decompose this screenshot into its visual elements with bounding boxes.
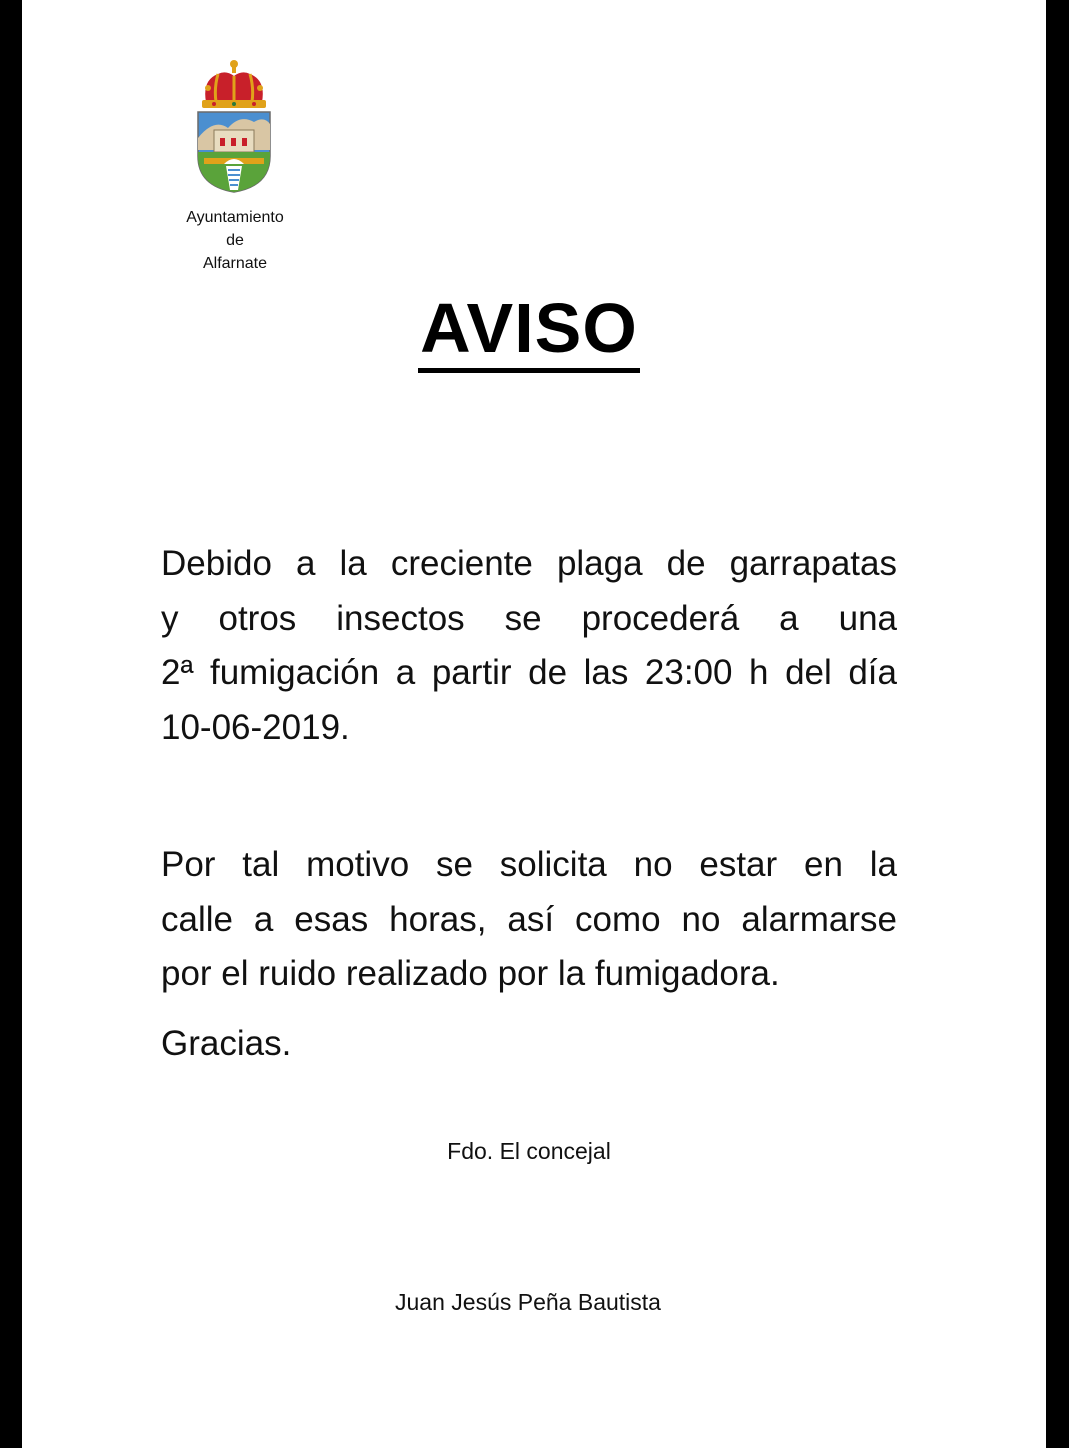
paragraph-2-line-1: Por tal motivo se solicita no estar en la xyxy=(161,845,897,884)
paragraph-2-line-3: por el ruido realizado por la fumigadora. xyxy=(161,954,780,993)
signature-name: Juan Jesús Peña Bautista xyxy=(395,1289,661,1315)
signature-role: Fdo. El concejal xyxy=(447,1138,611,1164)
paragraph-1-line-1: Debido a la creciente plaga de garrapatas xyxy=(161,544,897,583)
org-line-2: de xyxy=(226,232,244,249)
notice-title xyxy=(22,288,1036,373)
municipality-name xyxy=(160,206,310,275)
notice-page xyxy=(22,0,1046,1448)
thanks-text: Gracias. xyxy=(161,1024,292,1063)
coat-of-arms-icon xyxy=(184,58,284,194)
paragraph-1-line-2: y otros insectos se procederá a una xyxy=(161,598,897,638)
org-line-3: Alfarnate xyxy=(202,255,268,272)
org-line-1: Ayuntamiento xyxy=(186,209,284,226)
paragraph-1-line-3: 2ª fumigación a partir de las 23:00 h del día xyxy=(161,653,897,692)
paragraph-2-line-2: calle a esas horas, así como no alarmarse xyxy=(161,899,897,939)
notice-paragraph-1 xyxy=(161,537,897,755)
title-text: AVISO xyxy=(418,288,640,373)
paragraph-1-line-4: 10-06-2019. xyxy=(161,707,350,747)
notice-paragraph-2 xyxy=(161,838,897,1002)
